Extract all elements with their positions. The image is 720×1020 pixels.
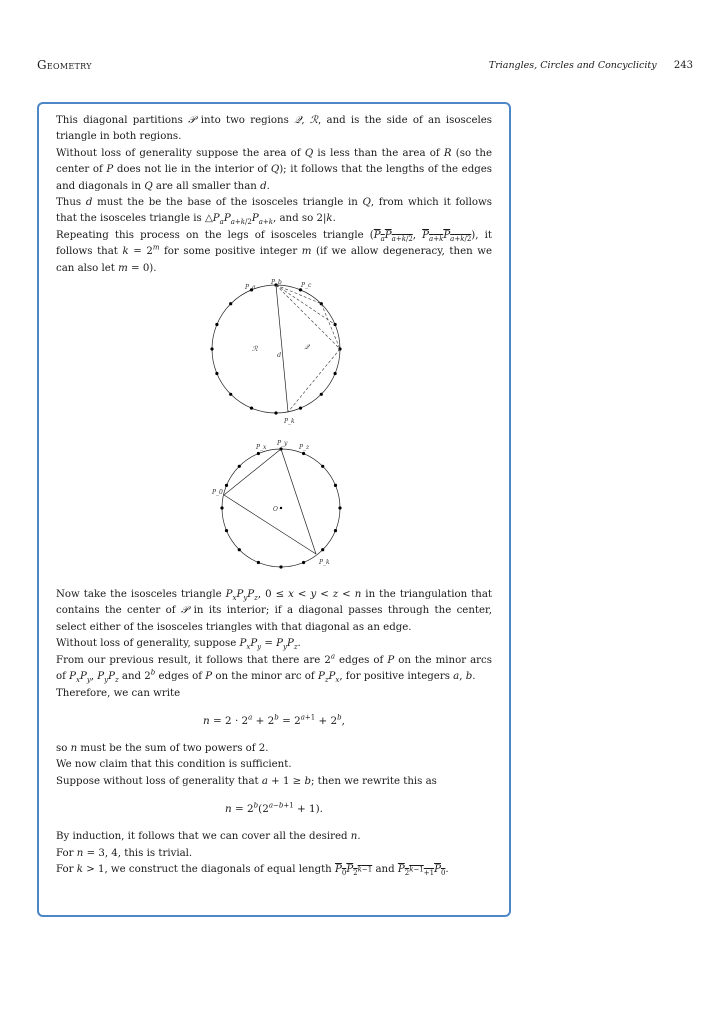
center-label: O (273, 506, 278, 514)
paragraph-center-triangle: Now take the isosceles triangle $P_xP_yP_z$, 0 ≤ x < y < z < n in the triangulation that contains the center of 𝒫 in its interior; if a diagonal passes through the center, select either of the isosceles triangles with that diagonal as an edge. (56, 589, 492, 633)
equation-factored: $n = 2^b(2^{a-b+1} + 1)$. (225, 801, 323, 816)
paragraph-minor-arcs: From our previous result, it follows that there are 2$^a$ edges of P on the minor arcs of $P_xP_y$, $P_yP_z$ and 2$^b$ edges of P on the minor arc of $P_zP_x$, for positive integers a, b. (56, 652, 492, 685)
paragraph-base-case: For n = 3, 4, this is trivial. (56, 847, 193, 859)
paragraph-partition: This diagonal partitions 𝒫 into two regions 𝒬, ℛ, and is the side of an isosceles triangle in both regions. (56, 115, 492, 143)
running-head (37, 57, 693, 73)
region-r-label: ℛ (252, 345, 258, 354)
label-pa: P_a (245, 284, 256, 292)
paragraph-sum-powers: so n must be the sum of two powers of 2. (56, 742, 269, 754)
label-pz: P_z (299, 444, 310, 452)
section-title: Geometry (37, 58, 92, 72)
label-pk2: P_k (319, 559, 330, 567)
paragraph-wlog-area: Without loss of generality suppose the area of Q is less than the area of R (so the center of P does not lie in the interior of Q); it follows that the lengths of the edges and diagonals in Q are all smaller than d. (56, 147, 492, 192)
paragraph-induction: By induction, it follows that we can cover all the desired n. (56, 831, 361, 843)
paragraph-therefore: Therefore, we can write (56, 687, 181, 699)
equation-sum: $n = 2 \cdot 2^a + 2^b = 2^{a+1} + 2^b$, (203, 713, 345, 727)
diagonal-d (276, 285, 288, 412)
paragraph-rewrite: Suppose without loss of generality that a + 1 ≥ b; then we rewrite this as (56, 775, 437, 787)
proof-box (37, 102, 511, 917)
center-triangle (224, 449, 316, 554)
label-pk: P_k (284, 418, 295, 426)
polygon-diagrams (56, 279, 494, 579)
paragraph-wlog-equal: Without loss of generality, suppose $P_xP_y = P_yP_z$. (56, 638, 301, 652)
label-pc: P_c (301, 282, 312, 290)
running-head-right (489, 57, 693, 74)
figure-center-triangle (211, 440, 342, 569)
vertex-dots-2 (220, 447, 341, 568)
label-py: P_y (277, 440, 288, 448)
region-q-label: 𝒬 (304, 343, 310, 352)
paragraph-construct: For k > 1, we construct the diagonals of equal length $P_0P_{2^{k-1}}$ and $P_{2^{k-1}+1}P_0$. (56, 863, 449, 877)
label-p0: P_0 (212, 489, 223, 497)
figures (56, 279, 494, 579)
vertex-dots (210, 283, 341, 414)
paragraph-repeat: Repeating this process on the legs of isosceles triangle ($P_aP_{a+k/2}$, $P_{a+k}P_{a+k/2}$), it follows that $k = 2^m$ for some positive integer m (if we allow degeneracy, then we can also let m = 0). (56, 229, 492, 274)
chapter-title: Triangles, Circles and Concyclicity (488, 60, 657, 71)
page-number: 243 (673, 60, 693, 71)
figure-partition (210, 279, 341, 425)
label-pb: P_b (271, 279, 282, 287)
paragraph-claim: We now claim that this condition is sufficient. (56, 759, 292, 771)
paragraph-base: Thus d must the be the base of the isosceles triangle in Q, from which it follows that the isosceles triangle is $\triangle P_aP_{a+k/2}P_{a+k}$, and so 2|k. (56, 197, 492, 227)
label-px: P_x (256, 444, 267, 452)
diagonal-label: d (277, 351, 282, 360)
